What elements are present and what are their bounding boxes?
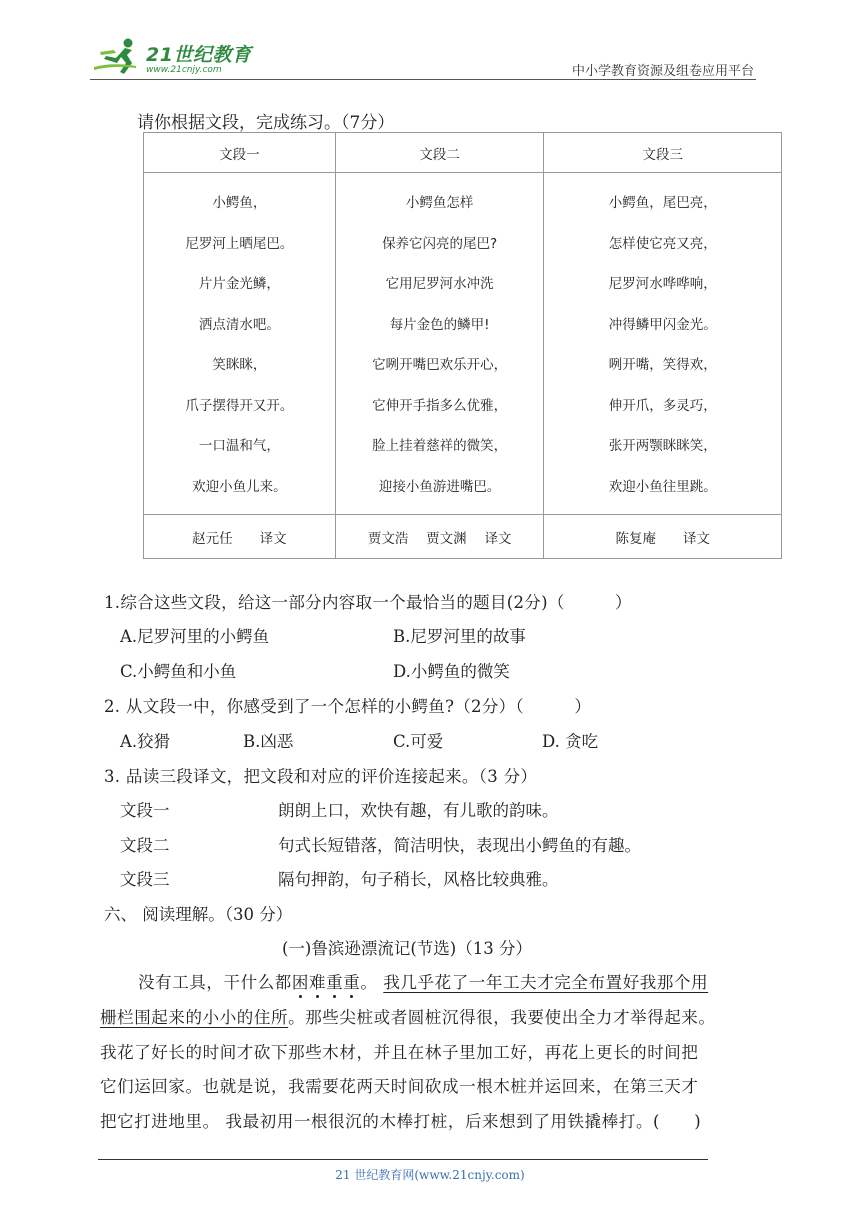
header-platform-text: 中小学教育资源及组卷应用平台 <box>571 64 754 79</box>
poem-line: 它用尼罗河水冲洗 <box>385 276 494 292</box>
poem-line: 欢迎小鱼儿来。 <box>192 478 287 495</box>
translator-cell: 贾文浩 贾文渊 译文 <box>335 515 544 559</box>
table-header-cell: 文段三 <box>544 133 782 173</box>
dotted-char: 重 <box>326 969 343 993</box>
match-right-item: 隔句押韵，句子稍长，风格比较典雅。 <box>278 870 559 889</box>
question-3-stem: 3. 品读三段译文，把文段和对应的评价连接起来。（3 分） <box>104 767 538 786</box>
poem-line: 洒点清水吧。 <box>198 316 280 333</box>
passage-title: (一)鲁滨逊漂流记(节选)（13 分） <box>282 939 532 958</box>
poem-line: 保养它闪亮的尾巴? <box>382 235 498 252</box>
table-body-row <box>144 173 782 515</box>
passage-line-5: 把它打进地里。 我最初用一根很沉的木棒打桩，后来想到了用铁撬棒打。( ) <box>100 1112 702 1131</box>
poem-text-3 <box>544 173 782 515</box>
logo-text: 21世纪教育 <box>146 44 252 66</box>
table-header-cell: 文段一 <box>144 133 336 173</box>
table-header-row <box>144 133 782 173</box>
question-2-stem: 2. 从文段一中，你感受到了一个怎样的小鳄鱼?（2分）（ ） <box>104 697 592 716</box>
underlined-sentence: 我几乎花了一年工夫才完全布置好我那个用 <box>383 973 709 992</box>
poem-line: 每片金色的鳞甲! <box>389 316 490 333</box>
poem-comparison-table <box>143 132 782 559</box>
dotted-char: 困 <box>292 969 309 993</box>
q1-option-a: A.尼罗河里的小鳄鱼 <box>120 627 270 646</box>
poem-line: 迎接小鱼游进嘴巴。 <box>378 478 501 495</box>
poem-line: 伸开爪，多灵巧， <box>608 397 717 414</box>
passage-line-3: 我花了好长的时间才砍下那些木材，并且在林子里加工好，再花上更长的时间把 <box>100 1043 699 1062</box>
section-6-title: 六、 阅读理解。（30 分） <box>104 905 293 924</box>
dotted-char: 难 <box>309 969 326 993</box>
runner-logo-icon <box>92 36 148 76</box>
exercise-intro: 请你根据文段，完成练习。（7分） <box>137 113 395 133</box>
match-right-item: 朗朗上口，欢快有趣，有儿歌的韵味。 <box>278 801 559 820</box>
passage-line-2 <box>100 1004 762 1028</box>
q2-option-d: D. 贪吃 <box>542 732 599 751</box>
match-left-item: 文段一 <box>120 801 170 820</box>
header-divider <box>90 79 756 80</box>
table-header-cell: 文段二 <box>335 133 544 173</box>
poem-text-1 <box>144 173 336 515</box>
poem-line: 咧开嘴，笑得欢， <box>608 357 717 373</box>
q1-option-d: D.小鳄鱼的微笑 <box>393 662 510 681</box>
q1-option-b: B.尼罗河里的故事 <box>393 627 526 646</box>
passage-line-4: 它们运回家。也就是说，我需要花两天时间砍成一根木桩并运回来，在第三天才 <box>100 1077 699 1096</box>
match-right-item: 句式长短错落，简洁明快，表现出小鳄鱼的有趣。 <box>278 836 641 855</box>
q2-option-b: B.凶恶 <box>243 732 294 751</box>
poem-line: 尼罗河上晒尾巴。 <box>185 235 294 252</box>
poem-line: 小鳄鱼怎样 <box>405 195 474 211</box>
q2-option-c: C.可爱 <box>393 732 444 751</box>
passage-line-1 <box>138 969 800 993</box>
poem-line: 笑眯眯， <box>212 357 267 373</box>
poem-line: 冲得鳞甲闪金光。 <box>608 316 717 333</box>
underlined-sentence: 栅栏围起来的小小的住所 <box>100 1008 289 1027</box>
poem-line: 爪子摆得开又开。 <box>185 397 294 414</box>
logo-url: www.21cnjy.com <box>146 65 222 75</box>
poem-line: 欢迎小鱼往里跳。 <box>608 478 717 495</box>
question-1-stem: 1.综合这些文段，给这一部分内容取一个最恰当的题目(2分)（ ） <box>104 593 632 612</box>
match-left-item: 文段三 <box>120 870 170 889</box>
poem-line: 怎样使它亮又亮， <box>608 235 717 252</box>
translator-row <box>144 515 782 559</box>
poem-line: 张开两颚眯眯笑， <box>608 438 717 454</box>
poem-line: 小鳄鱼， <box>212 195 267 211</box>
passage-text: 没有工具，干什么都 <box>138 973 292 992</box>
poem-line: 片片金光鳞， <box>198 276 280 292</box>
poem-line: 脸上挂着慈祥的微笑， <box>372 438 508 454</box>
match-left-item: 文段二 <box>120 836 170 855</box>
footer-divider <box>98 1159 708 1160</box>
poem-line: 一口温和气， <box>198 438 280 454</box>
translator-cell: 陈复庵 译文 <box>544 515 782 559</box>
poem-line: 尼罗河水哗哗响， <box>608 276 717 292</box>
q2-option-a: A.狡猾 <box>120 732 171 751</box>
passage-text: 。那些尖桩或者圆桩沉得很，我要使出全力才举得起来。 <box>288 1008 716 1027</box>
poem-line: 它咧开嘴巴欢乐开心， <box>372 357 508 373</box>
poem-text-2 <box>335 173 544 515</box>
translator-cell: 赵元任 译文 <box>144 515 336 559</box>
poem-line: 小鳄鱼，尾巴亮， <box>608 195 717 211</box>
dotted-char: 重 <box>343 969 360 993</box>
q1-option-c: C.小鳄鱼和小鱼 <box>120 662 237 681</box>
passage-text: 。 <box>360 973 378 992</box>
footer-text: 21 世纪教育网(www.21cnjy.com) <box>335 1168 525 1182</box>
poem-line: 它伸开手指多么优雅， <box>372 397 508 414</box>
